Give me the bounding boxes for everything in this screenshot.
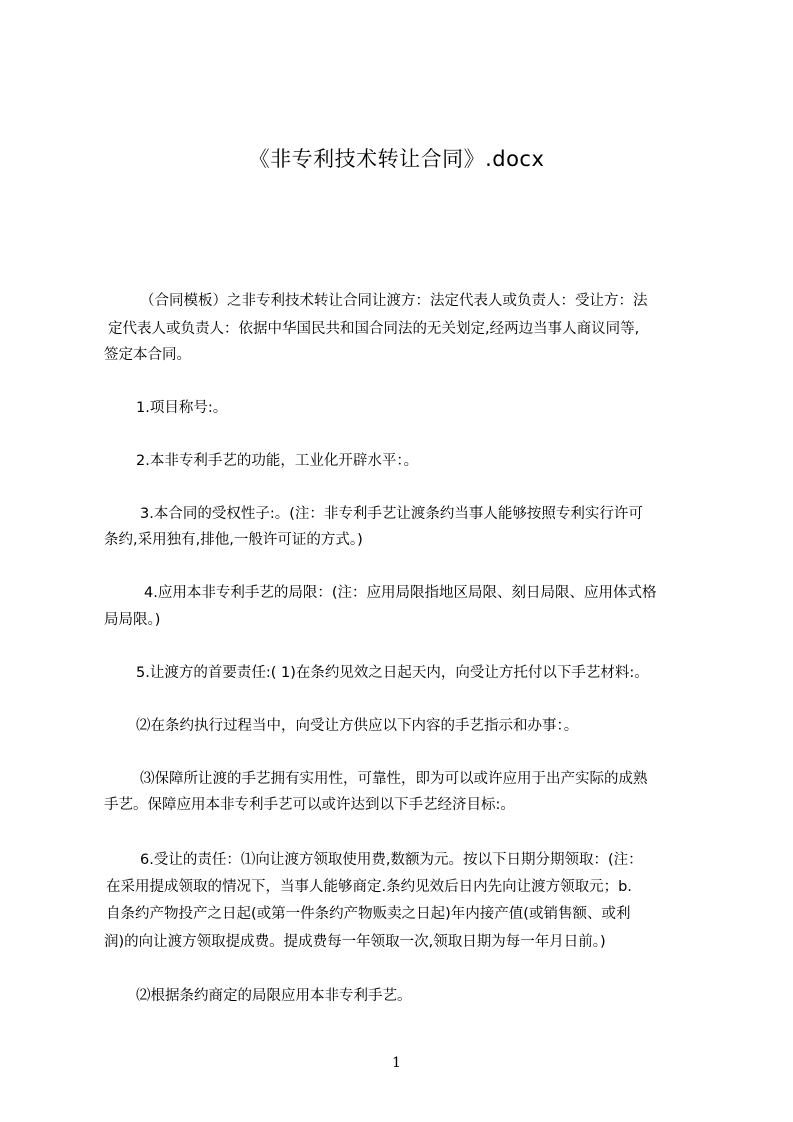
clause-6-line-3: 自条约产物投产之日起(或第一件条约产物贩卖之日起)年内接产值(或销售额、或利 [106, 906, 631, 922]
clause-5-item-3-line-2: 手艺。保障应用本非专利手艺可以或许达到以下手艺经济目标:。 [104, 797, 515, 813]
clause-5-item-2: ⑵在条约执行过程当中，向受让方供应以下内容的手艺指示和办事：。 [136, 718, 579, 734]
clause-3-line-1: 3.本合同的受权性子:。(注：非专利手艺让渡条约当事人能够按照专利实行许可 [140, 506, 643, 522]
paragraph-intro-line-2: 定代表人或负责人：依据中华国民共和国合同法的无关划定,经两边当事人商议同等, [108, 321, 640, 337]
clause-2: 2.本非专利手艺的功能，工业化开辟水平：。 [136, 453, 419, 469]
clause-6-line-2: 在采用提成领取的情况下，当事人能够商定.条约见效后日内先向让渡方领取元；b. [106, 879, 632, 895]
clause-5-line-1: 5.让渡方的首要责任:( 1)在条约见效之日起天内，向受让方托付以下手艺材料:。 [136, 665, 649, 681]
document-title: 《非专利技术转让合同》.docx [248, 147, 545, 171]
clause-5-item-3-line-1: ⑶保障所让渡的手艺拥有实用性，可靠性，即为可以或许应用于出产实际的成熟 [140, 771, 648, 787]
clause-6-item-2: ⑵根据条约商定的局限应用本非专利手艺。 [136, 988, 412, 1004]
paragraph-intro-line-3: 签定本合同。 [104, 347, 191, 363]
clause-6-line-4: 润)的向让渡方领取提成费。提成费每一年领取一次,领取日期为每一年月日前。) [104, 934, 606, 950]
paragraph-intro-line-1: （合同模板）之非专利技术转让合同让渡方：法定代表人或负责人：受让方：法 [140, 293, 648, 309]
clause-1: 1.项目称号:。 [136, 400, 228, 416]
clause-3-line-2: 条约,采用独有,排他,一般许可证的方式。) [104, 532, 363, 548]
clause-6-line-1: 6.受让的责任：⑴向让渡方领取使用费,数额为元。按以下日期分期领取：(注： [140, 852, 643, 868]
page-number: 1 [392, 1055, 401, 1071]
clause-4-line-1: 4.应用本非专利手艺的局限：(注：应用局限指地区局限、刻日局限、应用体式格 [144, 585, 657, 601]
clause-4-line-2: 局局限。) [104, 612, 161, 628]
